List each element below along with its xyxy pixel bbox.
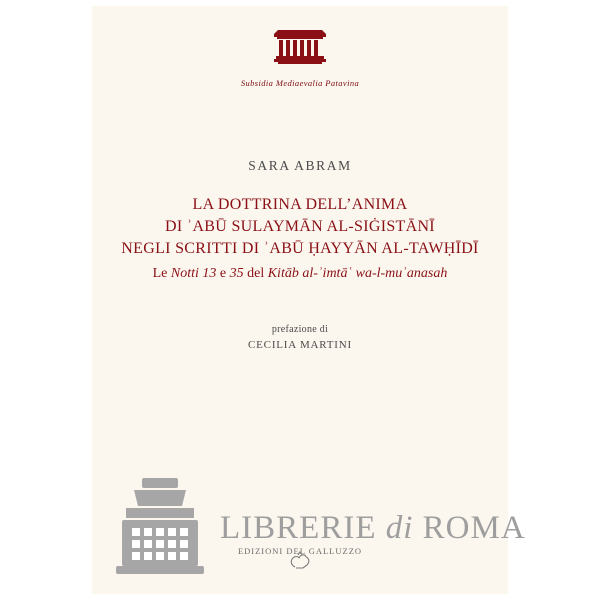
title-line-3: NEGLI SCRITTI DI ʾABŪ ḤAYYĀN AL-TAWḤĪDĪ	[121, 240, 479, 257]
title-block	[92, 158, 508, 282]
publisher-name: EDIZIONI DEL GALLUZZO	[237, 546, 363, 556]
subtitle-italic-1: Notti 13	[170, 266, 217, 281]
book-title	[92, 194, 508, 260]
watermark-text-main: LIBRERIE	[220, 509, 386, 546]
watermark-text-italic: di	[385, 509, 414, 546]
preface-block	[92, 324, 508, 351]
subtitle-part-3: del	[243, 266, 268, 281]
preface-author: CECILIA MARTINI	[248, 339, 352, 351]
subtitle-part-2: e	[216, 266, 230, 281]
title-line-1: LA DOTTRINA DELL’ANIMA	[192, 196, 408, 213]
series-name: Subsidia Mediaevalia Patavina	[240, 78, 360, 88]
book-subtitle	[92, 266, 508, 282]
subtitle-italic-2: 35	[229, 266, 244, 281]
book-cover	[92, 6, 508, 594]
subtitle-italic-3: Kitāb al-ʾimtāʿ wa-l-muʾanasah	[267, 266, 448, 281]
watermark-text-tail: ROMA	[413, 509, 526, 546]
rooster-emblem-icon	[92, 549, 508, 576]
building-colonnade-icon	[92, 28, 508, 73]
preface-label: prefazione di	[271, 324, 329, 335]
title-line-2: DI ʾABŪ SULAYMĀN AL-SIĠISTĀNĪ	[165, 218, 435, 235]
publisher-logo	[92, 28, 508, 88]
subtitle-part-1: Le	[152, 266, 171, 281]
book-author: SARA ABRAM	[248, 158, 352, 173]
